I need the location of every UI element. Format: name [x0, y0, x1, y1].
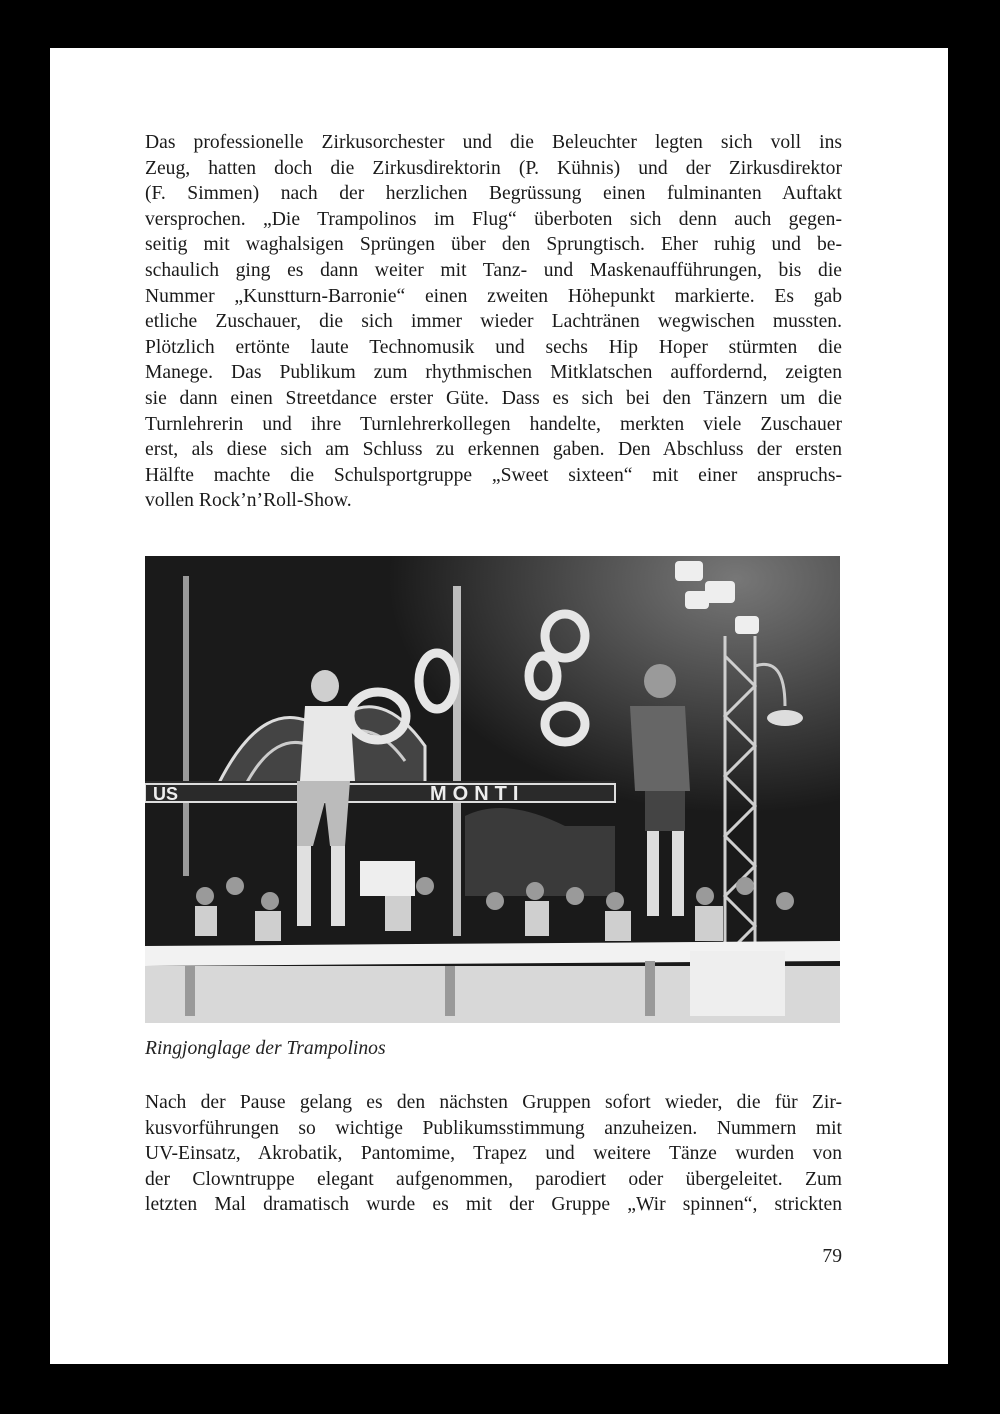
text-line: etliche Zuschauer, die sich immer wieder Lachtränen wegwischen mussten. [145, 311, 842, 333]
text-line: vollen Rock’n’Roll-Show. [145, 490, 352, 512]
text-line: Hälfte machte die Schulsportgruppe „Sweet sixteen“ mit einer anspruchs- [145, 464, 842, 486]
sign-left-text: US [153, 784, 179, 804]
text-line: (F. Simmen) nach der herzlichen Begrüssung einen fulminanten Auftakt [145, 183, 842, 205]
text-line: letzten Mal dramatisch wurde es mit der Gruppe „Wir spinnen“, strickten [145, 1194, 842, 1216]
photo-caption: Ringjonglage der Trampolinos [145, 1038, 386, 1059]
circus-photo [145, 556, 840, 1023]
text-line: UV-Einsatz, Akrobatik, Pantomime, Trapez und weitere Tänze wurden von [145, 1143, 842, 1165]
sign-right-text: MONTI [430, 783, 525, 805]
text-line: Plötzlich ertönte laute Technomusik und sechs Hip Hoper stürmten die [145, 336, 842, 358]
text-line: Nummer „Kunstturn-Barronie“ einen zweiten Höhepunkt markierte. Es gab [145, 285, 842, 307]
text-line: erst, als diese sich am Schluss zu erkennen gaben. Den Abschluss der ersten [145, 439, 842, 461]
text-line: Nach der Pause gelang es den nächsten Gruppen sofort wieder, die für Zir- [145, 1092, 842, 1113]
page-number: 79 [822, 1246, 842, 1267]
text-line: Manege. Das Publikum zum rhythmischen Mitklatschen auffordernd, zeigten [145, 362, 842, 384]
body-paragraph-2 [145, 1090, 842, 1218]
text-line: Zeug, hatten doch die Zirkusdirektorin (P. Kühnis) und der Zirkusdirektor [145, 157, 842, 179]
circus-photo-illustration [145, 556, 840, 1023]
document-page [50, 48, 948, 1364]
text-line: kusvorführungen so wichtige Publikumsstimmung anzuheizen. Nummern mit [145, 1117, 842, 1139]
text-line: Turnlehrerin und ihre Turnlehrerkollegen handelte, merkten viele Zuschauer [145, 413, 842, 435]
text-line: Das professionelle Zirkusorchester und die Beleuchter legten sich voll ins [145, 132, 842, 153]
text-line: der Clowntruppe elegant aufgenommen, parodiert oder übergeleitet. Zum [145, 1168, 842, 1190]
text-line: sie dann einen Streetdance erster Güte. Dass es sich bei den Tänzern um die [145, 387, 842, 409]
text-line: seitig mit waghalsigen Sprüngen über den Sprungtisch. Eher ruhig und be- [145, 234, 842, 256]
text-line: versprochen. „Die Trampolinos im Flug“ überboten sich denn auch gegen- [145, 208, 842, 230]
body-paragraph-1 [145, 130, 842, 514]
text-line: schaulich ging es dann weiter mit Tanz- und Maskenaufführungen, bis die [145, 259, 842, 281]
